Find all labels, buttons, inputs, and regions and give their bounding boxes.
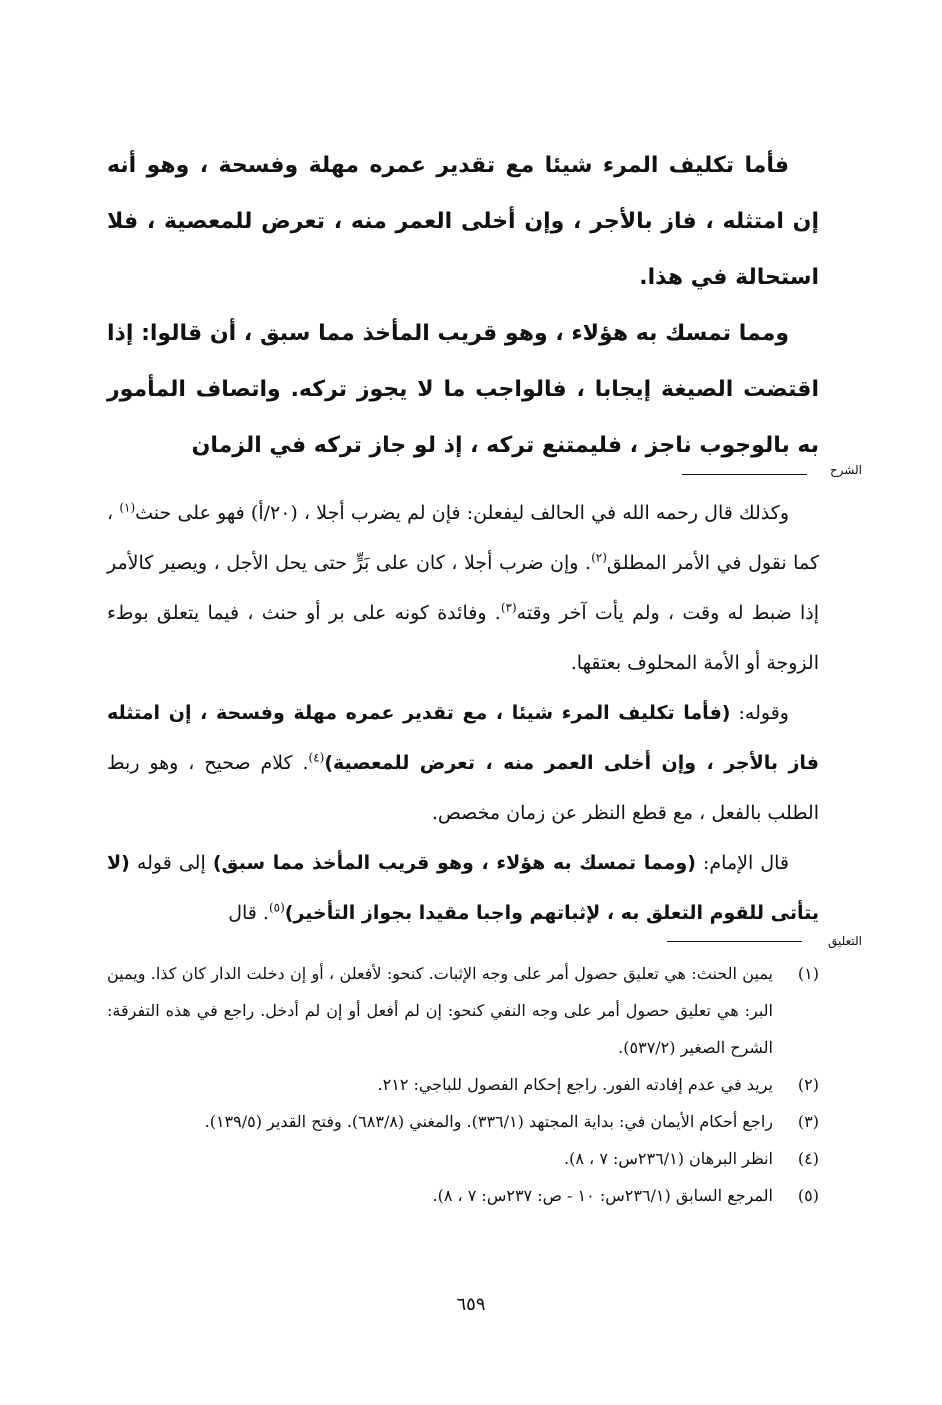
commentary-paragraph-3 [107,838,819,938]
footnote-item [107,1140,819,1177]
text-run: ، كما نقول في الأمر المطلق [107,502,819,574]
commentary-paragraph-2 [107,688,819,838]
text-run: . قال [228,902,269,924]
footnote-text: يريد في عدم إفادته الفور. راجع إحكام الفصول للباجي: ٢١٢. [377,1075,773,1094]
footnote-number: (٥) [797,1186,819,1205]
footnote-number: (١) [797,964,819,983]
text-run: . وإن ضرب أجلا ، كان على بَرٍّ حتى يحل الأجل ، ويصير كالأمر إذا ضبط له وقت ، ولم يأت آخر وقته [107,552,819,624]
footnotes [107,955,819,1214]
notes-divider [712,934,862,952]
notes-label: التعليق [827,934,862,948]
commentary-divider [712,463,862,481]
text-run: . كلام صحيح ، وهو ربط الطلب بالفعل ، مع قطع النظر عن زمان مخصص. [107,752,819,824]
footnote-item [107,955,819,1066]
footnote-text: يمين الحنث: هي تعليق حصول أمر على وجه الإثبات. كنحو: لأفعلن ، أو إن دخلت الدار كان كذا. ويمين البر: هي تعليق حصول أمر على وجه النفي كنحو: إن لم أفعل أو إن لم أدخل. راجع في هذه التفرقة: الشرح الصغير (٥٣٧/٢). [107,964,773,1057]
quoted-text: (ومما تمسك به هؤلاء ، وهو قريب المأخذ مما سبق) [212,852,696,874]
footnote-ref-2[interactable]: (٢) [591,550,607,565]
footnote-item [107,1177,819,1214]
main-text-paragraph-2: ومما تمسك به هؤلاء ، وهو قريب المأخذ مما سبق ، أن قالوا: إذا اقتضت الصيغة إيجابا ، فالواجب ما لا يجوز تركه. واتصاف المأمور به بالوجوب ناجز ، فليمتنع تركه ، إذ لو جاز تركه في الزمان [107,321,819,458]
commentary-paragraph-1 [107,488,819,688]
notes-rule [667,941,802,942]
footnote-number: (٢) [797,1075,819,1094]
commentary-rule [682,474,807,475]
commentary-text [107,488,819,938]
text-run: . وفائدة كونه على بر أو حنث ، فيما يتعلق بوطء الزوجة أو الأمة المحلوف بعتقها. [107,602,819,674]
main-text-paragraph-1: فأما تكليف المرء شيئا مع تقدير عمره مهلة وفسحة ، وهو أنه إن امتثله ، فاز بالأجر ، وإن أخلى العمر منه ، تعرض للمعصية ، فلا استحالة في هذا. [107,153,819,290]
text-run: وقوله: [730,702,789,724]
text-run: وكذلك قال رحمه الله في الحالف ليفعلن: فإن لم يضرب أجلا ، (٢٠/أ) فهو على حنث [135,502,790,524]
text-run: قال الإمام: [695,852,789,874]
footnote-number: (٣) [797,1112,819,1131]
quoted-text: (فأما تكليف المرء شيئا ، مع تقدير عمره مهلة وفسحة ، إن امتثله فاز بالأجر ، وإن أخلى العمر منه ، تعرض للمعصية) [107,702,819,774]
text-run: إلى قوله [129,852,213,874]
footnote-ref-3[interactable]: (٣) [500,600,517,615]
footnote-item [107,1103,819,1140]
footnote-text: المرجع السابق (٢٣٦/١س: ١٠ - ص: ٢٣٧س: ٧ ، ٨). [432,1186,773,1205]
footnote-item [107,1066,819,1103]
footnote-number: (٤) [797,1149,819,1168]
main-text [107,138,819,474]
commentary-label: الشرح [829,463,862,477]
footnote-ref-1[interactable]: (١) [119,500,136,515]
footnote-text: راجع أحكام الأيمان في: بداية المجتهد (٣٣٦/١). والمغني (٦٨٣/٨). وفتح القدير (١٣٩/٥). [204,1112,773,1131]
page-number: ٦٥٩ [456,1294,486,1315]
footnote-ref-4[interactable]: (٤) [308,750,325,765]
quoted-text: (لا يتأتى للقوم التعلق به ، لإثباتهم واجبا مقيدا بجواز التأخير) [107,852,819,924]
footnote-ref-5[interactable]: (٥) [268,900,285,915]
footnote-text: انظر البرهان (٢٣٦/١س: ٧ ، ٨). [564,1149,773,1168]
